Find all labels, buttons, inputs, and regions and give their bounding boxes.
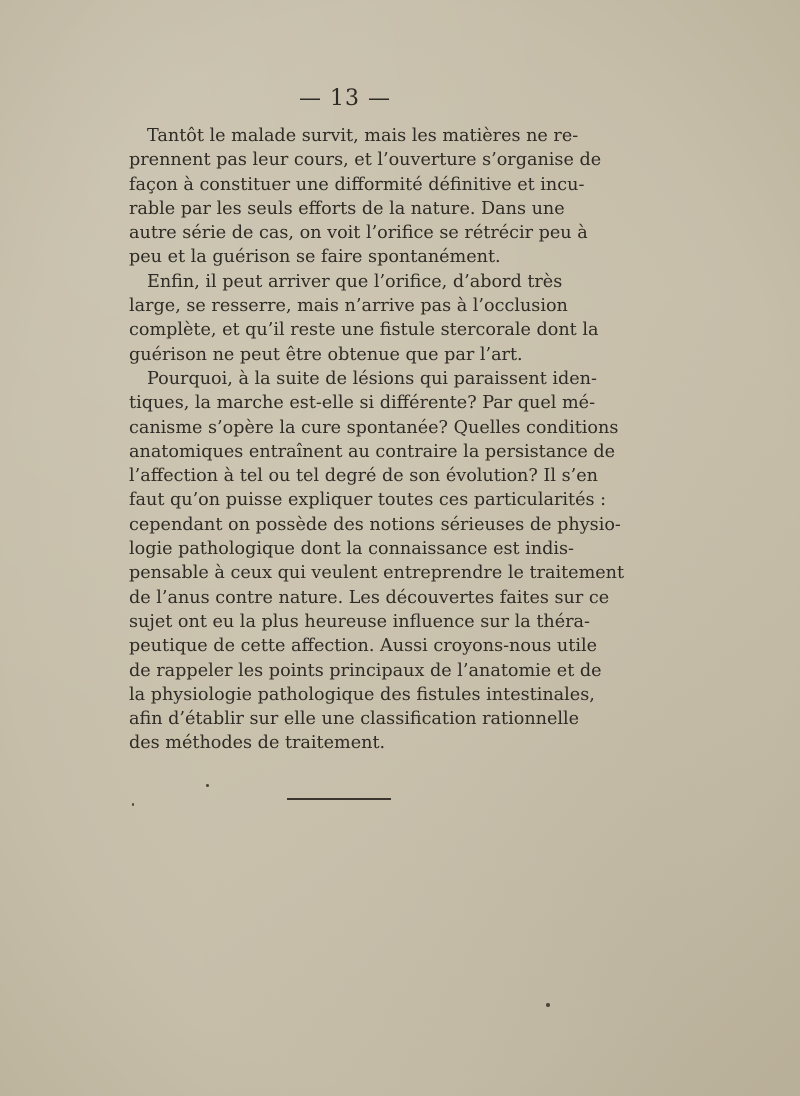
text-line: pensable à ceux qui veulent entreprendre le traitement <box>129 563 625 584</box>
text-line: l’affection à tel ou tel degré de son évolution? Il s’en <box>129 466 598 487</box>
text-line: prennent pas leur cours, et l’ouverture s’organise de <box>129 150 602 171</box>
text-line: guérison ne peut être obtenue que par l’art. <box>129 344 523 365</box>
text-line: la physiologie pathologique des fistules intestinales, <box>129 684 595 705</box>
text-line: de rappeler les points principaux de l’anatomie et de <box>129 660 602 681</box>
text-line: des méthodes de traitement. <box>129 733 386 754</box>
text-line: large, se resserre, mais n’arrive pas à l’occlusion <box>129 296 568 317</box>
paragraph-3 <box>129 367 625 756</box>
text-line: peutique de cette affection. Aussi croyons-nous utile <box>129 636 597 657</box>
text-line: sujet ont eu la plus heureuse influence sur la théra- <box>129 611 590 632</box>
text-line: canisme s’opère la cure spontanée? Quelles conditions <box>129 417 619 438</box>
paper-speck <box>546 1003 550 1007</box>
paper-speck <box>132 803 134 806</box>
text-line: rable par les seuls efforts de la nature. Dans une <box>129 198 565 219</box>
text-line: de l’anus contre nature. Les découvertes faites sur ce <box>129 587 610 608</box>
section-end-rule <box>287 798 391 800</box>
text-line: façon à constituer une difformité définitive et incu- <box>129 174 585 195</box>
body-text <box>129 124 625 756</box>
text-line: faut qu’on puisse expliquer toutes ces particularités : <box>129 490 607 511</box>
paragraph-1 <box>129 124 602 270</box>
text-line: Pourquoi, à la suite de lésions qui paraissent iden- <box>147 368 597 389</box>
page-number: — 13 — <box>299 86 391 111</box>
text-line: peu et la guérison se faire spontanément. <box>129 247 501 268</box>
text-line: logie pathologique dont la connaissance est indis- <box>129 539 575 560</box>
text-line: Enfin, il peut arriver que l’orifice, d’abord très <box>147 271 563 292</box>
text-line: Tantôt le malade survit, mais les matières ne re- <box>147 126 579 146</box>
text-line: autre série de cas, on voit l’orifice se rétrécir peu à <box>129 223 588 244</box>
text-line: afin d’établir sur elle une classification rationnelle <box>129 709 580 730</box>
paper-speck <box>206 784 209 787</box>
text-line: cependant on possède des notions sérieuses de physio- <box>129 514 621 535</box>
text-line: tiques, la marche est-elle si différente? Par quel mé- <box>129 393 596 414</box>
text-line: anatomiques entraînent au contraire la persistance de <box>129 441 616 462</box>
text-line: complète, et qu’il reste une fistule stercorale dont la <box>129 320 599 341</box>
paragraph-2 <box>129 270 599 367</box>
